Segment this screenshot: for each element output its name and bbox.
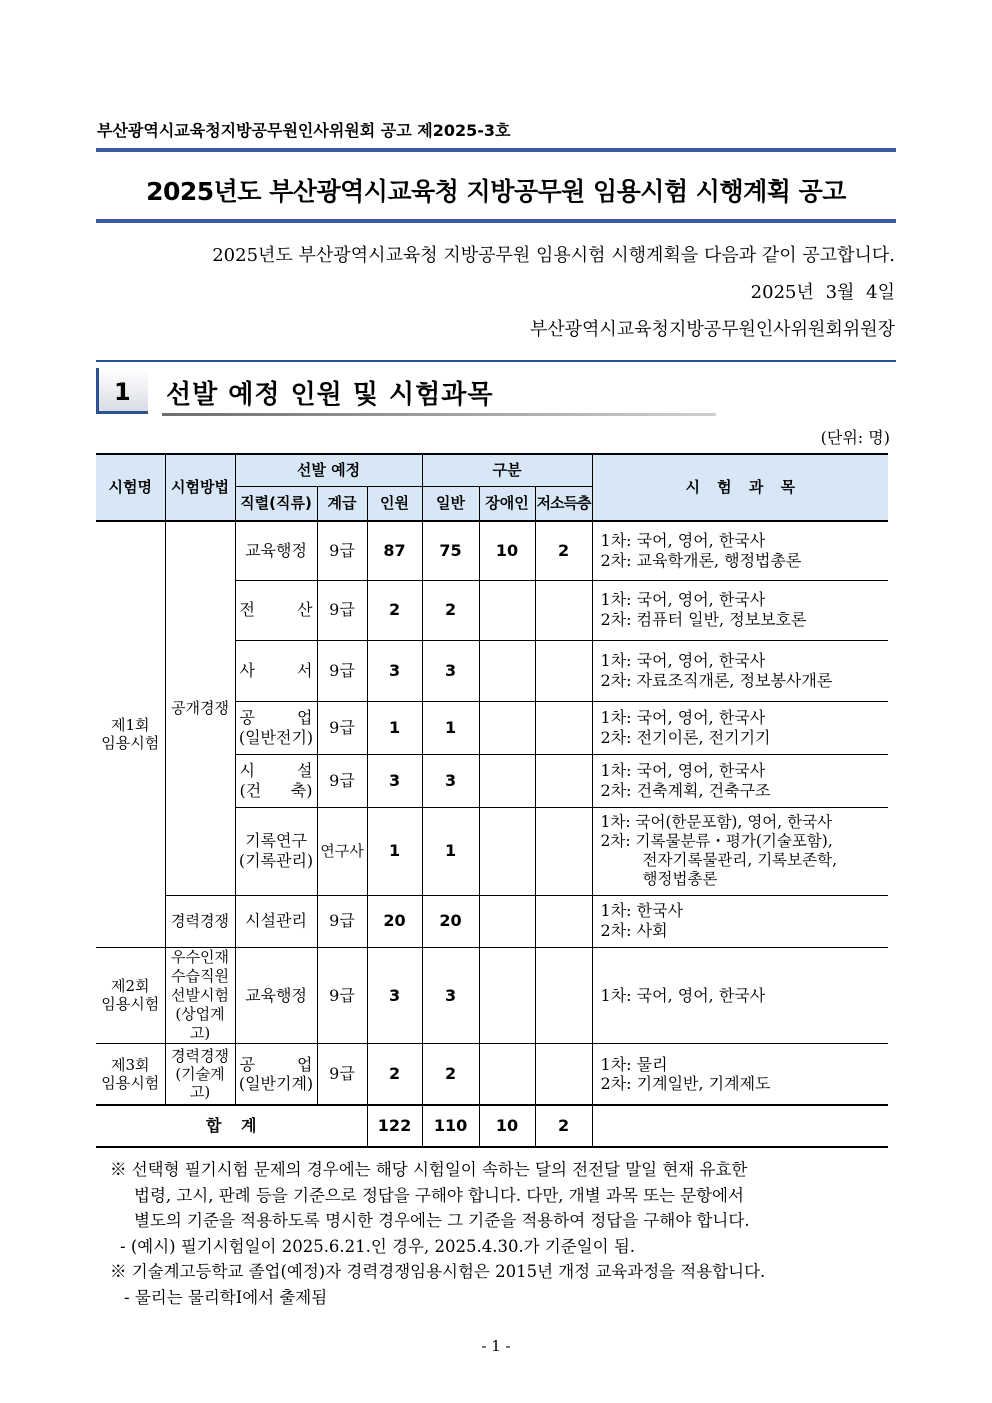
header-disabled: 장애인 <box>479 486 535 521</box>
header-exam-name: 시험명 <box>96 454 165 521</box>
general-cell: 1 <box>422 807 479 895</box>
subject-line: 2차: 전기이론, 전기기기 <box>600 727 771 747</box>
title-top-rule <box>96 148 896 152</box>
exam-method-cell: 경력경쟁 (기술계고) <box>165 1044 235 1105</box>
total-count: 122 <box>367 1105 422 1147</box>
total-disabled: 10 <box>479 1105 535 1147</box>
grade-cell: 9급 <box>317 640 367 701</box>
general-cell: 75 <box>422 521 479 580</box>
page-number: - 1 - <box>481 1337 511 1355</box>
subject-line: 행정법총론 <box>642 870 718 889</box>
count-cell: 87 <box>367 521 422 580</box>
low-income-cell <box>535 1044 592 1105</box>
section-rule <box>96 360 896 362</box>
exam-name-cell: 제3회 임용시험 <box>96 1044 165 1105</box>
job-cell: 시설관리 <box>235 895 317 947</box>
count-cell: 3 <box>367 640 422 701</box>
general-cell: 3 <box>422 640 479 701</box>
count-cell: 1 <box>367 807 422 895</box>
section-title: 선발 예정 인원 및 시험과목 <box>166 380 494 410</box>
low-income-cell <box>535 640 592 701</box>
subject-line: 1차: 국어, 영어, 한국사 <box>600 760 766 780</box>
subjects-cell <box>592 947 888 1044</box>
header-planned: 선발 예정 <box>235 454 422 486</box>
grade-cell: 9급 <box>317 895 367 947</box>
disabled-cell <box>479 895 535 947</box>
job-cell: 사 서 <box>235 640 317 701</box>
header-subjects: 시 험 과 목 <box>592 454 888 521</box>
grade-cell: 9급 <box>317 1044 367 1105</box>
grade-cell: 연구사 <box>317 807 367 895</box>
subjects-cell <box>592 580 888 640</box>
job-cell: 교육행정 <box>235 947 317 1044</box>
job-cell: 공 업 (일반기계) <box>235 1044 317 1105</box>
low-income-cell <box>535 895 592 947</box>
exam-name-cell: 제2회 임용시험 <box>96 947 165 1044</box>
subject-line: 1차: 국어(한문포함), 영어, 한국사 <box>600 812 833 831</box>
header-grade: 계급 <box>317 486 367 521</box>
note-line: 별도의 기준을 적용하도록 명시한 경우에는 그 기준을 적용하여 정답을 구해야 합니다. <box>134 1211 750 1231</box>
subject-line: 2차: 교육학개론, 행정법총론 <box>600 550 802 570</box>
notes <box>110 1157 900 1310</box>
selection-table <box>96 453 888 1148</box>
job-cell: 공 업 (일반전기) <box>235 701 317 754</box>
job-cell: 교육행정 <box>235 521 317 580</box>
count-cell: 1 <box>367 701 422 754</box>
section-underline <box>162 413 716 416</box>
header-low-income: 저소득층 <box>535 486 592 521</box>
general-cell: 2 <box>422 1044 479 1105</box>
disabled-cell: 10 <box>479 521 535 580</box>
subjects-cell <box>592 521 888 580</box>
low-income-cell <box>535 580 592 640</box>
general-cell: 3 <box>422 754 479 807</box>
low-income-cell <box>535 947 592 1044</box>
total-label: 합 계 <box>96 1105 367 1147</box>
general-cell: 20 <box>422 895 479 947</box>
low-income-cell <box>535 807 592 895</box>
subject-line: 전자기록물관리, 기록보존학, <box>642 851 838 869</box>
subject-line: 1차: 국어, 영어, 한국사 <box>600 707 766 727</box>
grade-cell: 9급 <box>317 580 367 640</box>
general-cell: 2 <box>422 580 479 640</box>
page-title: 2025년도 부산광역시교육청 지방공무원 임용시험 시행계획 공고 <box>146 177 846 206</box>
note-line: - 물리는 물리학Ⅰ에서 출제됨 <box>124 1287 328 1307</box>
subjects-cell <box>592 807 888 895</box>
subject-line: 1차: 국어, 영어, 한국사 <box>600 590 766 610</box>
section-number: 1 <box>114 378 131 406</box>
disabled-cell <box>479 1044 535 1105</box>
count-cell: 2 <box>367 580 422 640</box>
exam-method-cell: 경력경쟁 <box>165 895 235 947</box>
grade-cell: 9급 <box>317 521 367 580</box>
subject-line: 1차: 물리 <box>600 1054 668 1074</box>
grade-cell: 9급 <box>317 754 367 807</box>
note-line: 법령, 고시, 판례 등을 기준으로 정답을 구해야 합니다. 다만, 개별 과목 또는 문항에서 <box>134 1185 744 1205</box>
note-line: ※ 기술계고등학교 졸업(예정)자 경력경쟁임용시험은 2015년 개정 교육과정을 적용합니다. <box>110 1262 766 1282</box>
header-category: 구분 <box>422 454 592 486</box>
total-low-income: 2 <box>535 1105 592 1147</box>
subjects-cell <box>592 754 888 807</box>
job-cell: 전 산 <box>235 580 317 640</box>
unit-label: (단위: 명) <box>820 428 890 447</box>
announcement-date: 2025년 3월 4일 <box>750 282 895 303</box>
grade-cell: 9급 <box>317 701 367 754</box>
count-cell: 2 <box>367 1044 422 1105</box>
subjects-cell <box>592 640 888 701</box>
disabled-cell <box>479 580 535 640</box>
general-cell: 3 <box>422 947 479 1044</box>
issuer: 부산광역시교육청지방공무원인사위원회위원장 <box>529 319 895 340</box>
general-cell: 1 <box>422 701 479 754</box>
subject-line: 1차: 국어, 영어, 한국사 <box>600 985 766 1005</box>
notice-number: 부산광역시교육청지방공무원인사위원회 공고 제2025-3호 <box>97 121 511 140</box>
header-exam-method: 시험방법 <box>165 454 235 521</box>
low-income-cell: 2 <box>535 521 592 580</box>
subject-line: 2차: 자료조직개론, 정보봉사개론 <box>600 670 833 690</box>
job-cell: 기록연구 (기록관리) <box>235 807 317 895</box>
disabled-cell <box>479 754 535 807</box>
total-subjects-empty <box>592 1105 888 1147</box>
subjects-cell <box>592 1044 888 1105</box>
grade-cell: 9급 <box>317 947 367 1044</box>
header-job: 직렬(직류) <box>235 486 317 521</box>
title-bottom-rule <box>96 219 896 223</box>
subjects-cell <box>592 701 888 754</box>
subject-line: 1차: 국어, 영어, 한국사 <box>600 650 766 670</box>
subject-line: 2차: 기계일반, 기계제도 <box>600 1074 771 1094</box>
exam-method-cell: 우수인재 수습직원 선발시험 (상업계고) <box>165 947 235 1044</box>
subject-line: 2차: 사회 <box>600 921 668 940</box>
total-general: 110 <box>422 1105 479 1147</box>
subject-line: 2차: 기록물분류・평가(기술포함), <box>600 831 833 850</box>
subject-line: 1차: 국어, 영어, 한국사 <box>600 531 766 551</box>
low-income-cell <box>535 754 592 807</box>
note-example: - (예시) 필기시험일이 2025.6.21.인 경우, 2025.4.30.가 기준일이 됨. <box>120 1236 636 1256</box>
low-income-cell <box>535 701 592 754</box>
subject-line: 2차: 컴퓨터 일반, 정보보호론 <box>600 610 807 629</box>
disabled-cell <box>479 701 535 754</box>
intro-text: 2025년도 부산광역시교육청 지방공무원 임용시험 시행계획을 다음과 같이 공고합니다. <box>212 245 895 266</box>
count-cell: 3 <box>367 754 422 807</box>
disabled-cell <box>479 947 535 1044</box>
disabled-cell <box>479 807 535 895</box>
header-general: 일반 <box>422 486 479 521</box>
subjects-cell <box>592 895 888 947</box>
subject-line: 2차: 건축계획, 건축구조 <box>600 780 771 800</box>
subject-line: 1차: 한국사 <box>600 901 684 921</box>
job-cell: 시 설 (건 축) <box>235 754 317 807</box>
count-cell: 20 <box>367 895 422 947</box>
exam-method-cell: 공개경쟁 <box>165 521 235 895</box>
header-count: 인원 <box>367 486 422 521</box>
disabled-cell <box>479 640 535 701</box>
count-cell: 3 <box>367 947 422 1044</box>
note-line: ※ 선택형 필기시험 문제의 경우에는 해당 시험일이 속하는 달의 전전달 말일 현재 유효한 <box>110 1160 748 1179</box>
exam-name-cell: 제1회 임용시험 <box>96 521 165 947</box>
